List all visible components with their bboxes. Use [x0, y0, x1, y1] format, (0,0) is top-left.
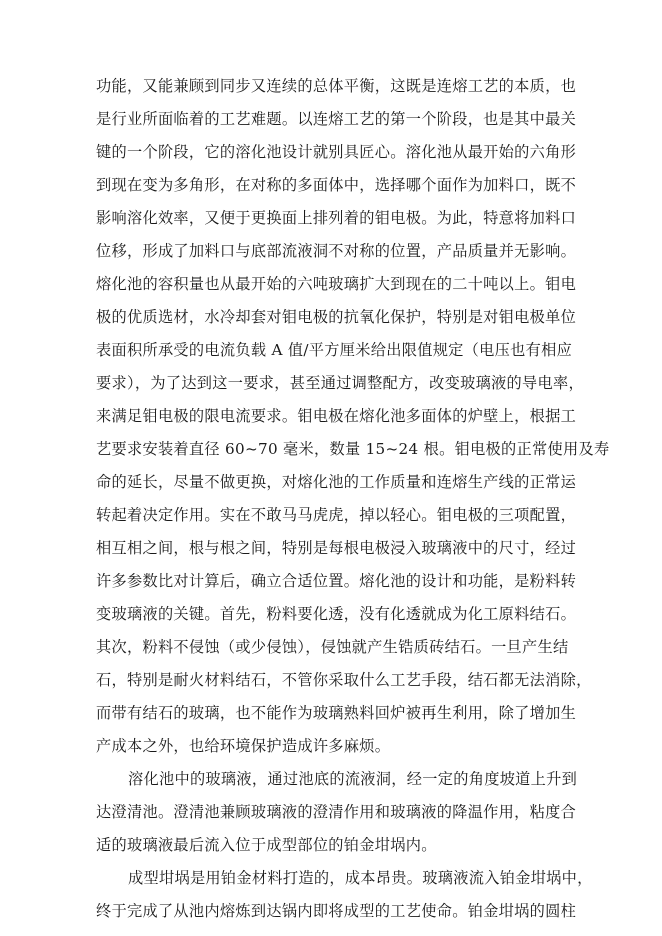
text-line: 要求），为了达到这一要求，甚至通过调整配方，改变玻璃液的导电率，: [96, 374, 584, 392]
text-line: 而带有结石的玻璃，也不能作为玻璃熟料回炉被再生利用，除了增加生: [96, 704, 577, 722]
body-text: [96, 70, 610, 928]
text-line: 适的玻璃液最后流入位于成型部位的铂金坩埚内。: [96, 836, 437, 854]
text-line: 熔化池的容积量也从最开始的六吨玻璃扩大到现在的二十吨以上。钼电: [96, 275, 577, 293]
text-line: 键的一个阶段，它的溶化池设计就别具匠心。溶化池从最开始的六角形: [96, 143, 577, 161]
text-line: 极的优质选材，水冷却套对钼电极的抗氧化保护，特别是对钼电极单位: [96, 308, 577, 326]
text-line: 转起着决定作用。实在不敢马马虎虎，掉以轻心。钼电极的三项配置，: [96, 506, 577, 524]
text-line: 其次，粉料不侵蚀（或少侵蚀），侵蚀就产生锆质砖结石。一旦产生结: [96, 638, 569, 656]
text-line: 影响溶化效率，又便于更换面上排列着的钼电极。为此，特意将加料口: [96, 209, 577, 227]
text-line: 表面积所承受的电流负载 A 值/平方厘米给出限值规定（电压也有相应: [96, 341, 573, 359]
text-line: 艺要求安装着直径 60~70 毫米，数量 15~24 根。钼电极的正常使用及寿: [96, 440, 610, 458]
text-line: 变玻璃液的关键。首先，粉料要化透，没有化透就成为化工原料结石。: [96, 605, 577, 623]
text-line: 溶化池中的玻璃液，通过池底的流液洞，经一定的角度坡道上升到: [128, 770, 578, 788]
text-line: 命的延长，尽量不做更换，对熔化池的工作质量和连熔生产线的正常运: [96, 473, 577, 491]
text-line: 终于完成了从池内熔炼到达锅内即将成型的工艺使命。铂金坩埚的圆柱: [96, 902, 577, 920]
text-line: 石，特别是耐火材料结石，不管你采取什么工艺手段，结石都无法消除，: [96, 671, 592, 689]
text-line: 相互相之间，根与根之间，特别是每根电极浸入玻璃液中的尺寸，经过: [96, 539, 577, 557]
text-line: 到现在变为多角形，在对称的多面体中，选择哪个面作为加料口，既不: [96, 176, 577, 194]
paragraph-2: [96, 763, 582, 862]
text-line: 功能，又能兼顾到同步又连续的总体平衡，这既是连熔工艺的本质，也: [96, 77, 577, 95]
paragraph-3: [96, 862, 593, 928]
text-line: 产成本之外，也给环境保护造成许多麻烦。: [96, 737, 391, 755]
text-line: 位移，形成了加料口与底部流液洞不对称的位置，产品质量并无影响。: [96, 242, 577, 260]
text-line: 许多参数比对计算后，确立合适位置。熔化池的设计和功能，是粉料转: [96, 572, 577, 590]
text-line: 达澄清池。澄清池兼顾玻璃液的澄清作用和玻璃液的降温作用，粘度合: [96, 803, 577, 821]
text-line: 来满足钼电极的限电流要求。钼电极在熔化池多面体的炉壁上，根据工: [96, 407, 577, 425]
text-line: 成型坩埚是用铂金材料打造的，成本昂贵。玻璃液流入铂金坩埚中，: [128, 869, 593, 887]
text-line: 是行业所面临着的工艺难题。以连熔工艺的第一个阶段，也是其中最关: [96, 110, 577, 128]
paragraph-1: [96, 70, 610, 763]
